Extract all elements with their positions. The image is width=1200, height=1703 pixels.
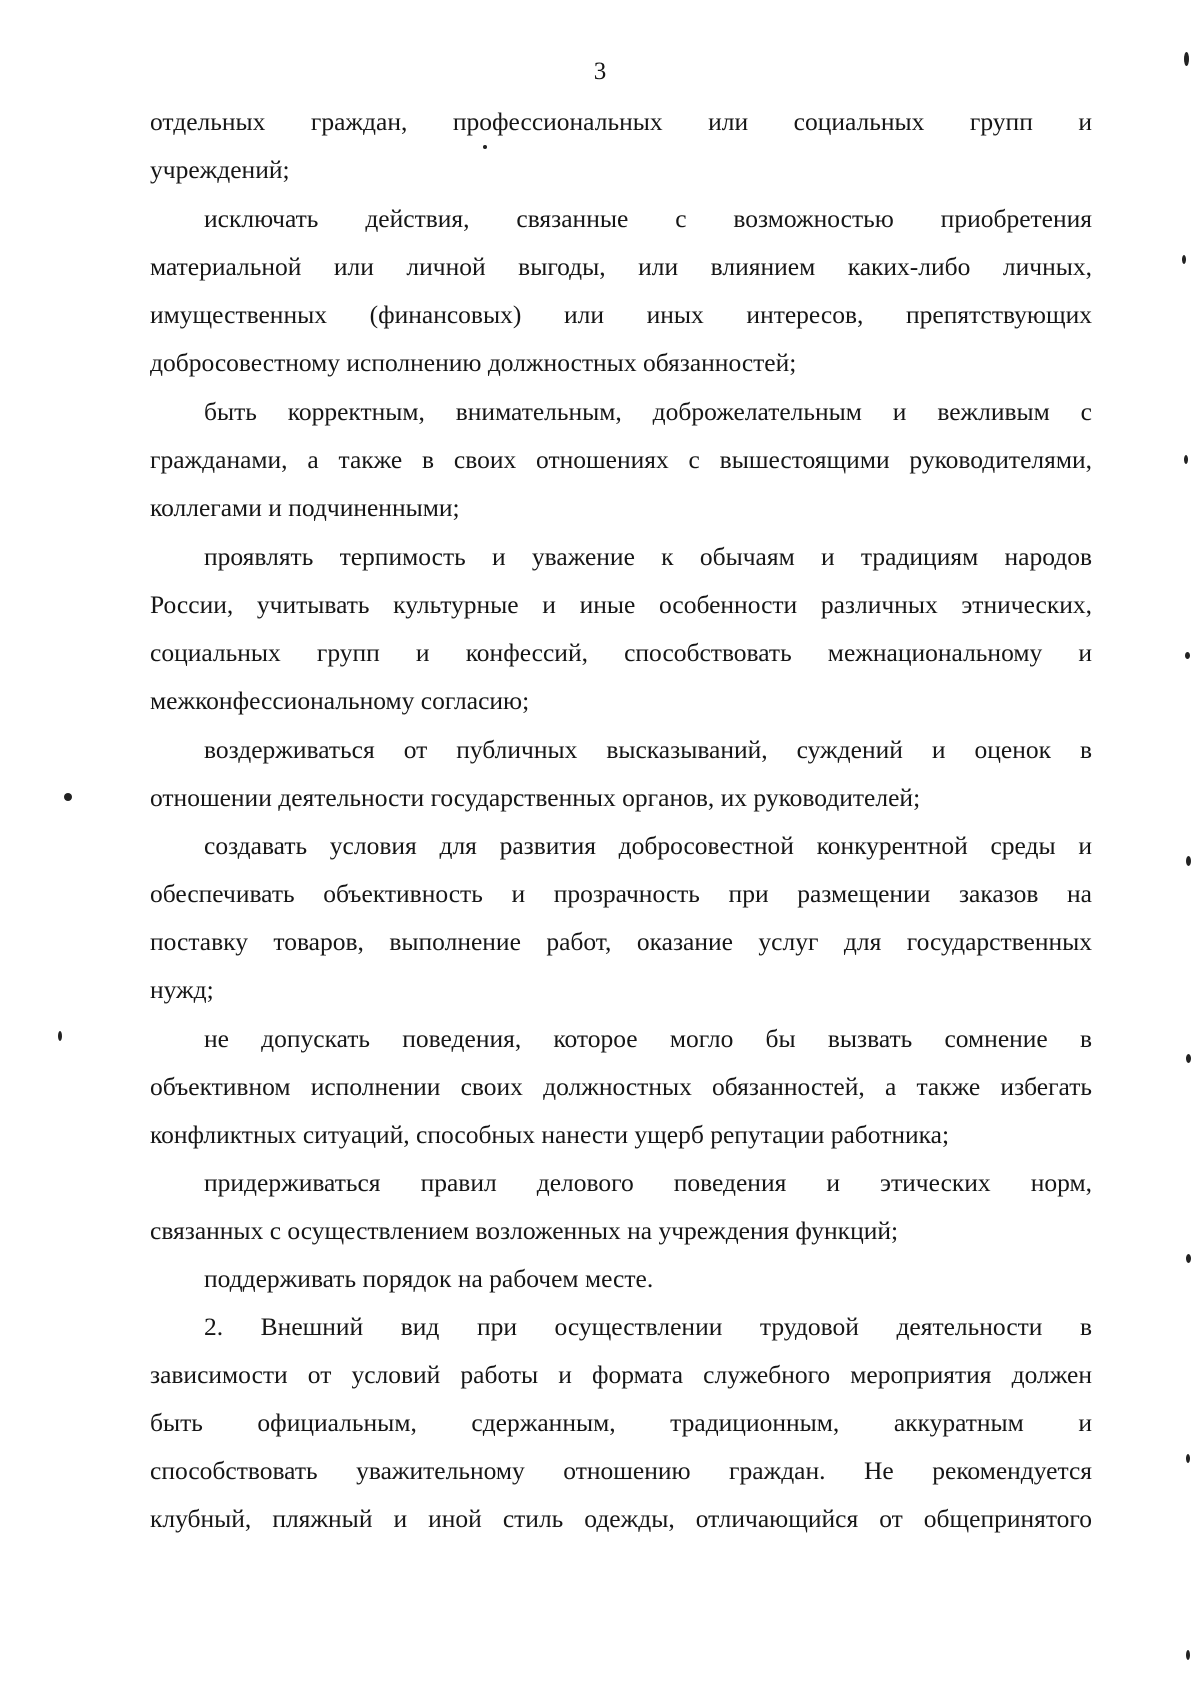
scan-speck — [64, 793, 72, 801]
paragraph-9 — [150, 1255, 1092, 1303]
text-line: гражданами, а также в своих отношениях с вышестоящими руководителями, — [150, 445, 1092, 474]
text-line: России, учитывать культурные и иные особенности различных этнических, — [150, 590, 1092, 619]
text-line: исключать действия, связанные с возможностью приобретения — [204, 204, 1092, 233]
paragraph-5 — [150, 726, 1092, 822]
paragraph-7 — [150, 1015, 1092, 1159]
scan-speck — [1182, 255, 1186, 264]
text-line: добросовестному исполнению должностных обязанностей; — [150, 348, 797, 377]
scan-speck — [1184, 52, 1189, 66]
text-line: учреждений; — [150, 155, 290, 184]
text-line: отдельных граждан, профессиональных или социальных групп и — [150, 107, 1092, 136]
text-line: клубный, пляжный и иной стиль одежды, отличающийся от общепринятого — [150, 1504, 1092, 1533]
text-line: межконфессиональному согласию; — [150, 686, 530, 715]
scan-speck — [1186, 1454, 1190, 1463]
text-line: отношении деятельности государственных органов, их руководителей; — [150, 783, 921, 812]
paragraph-8 — [150, 1159, 1092, 1255]
paragraph-3 — [150, 388, 1092, 532]
text-line: коллегами и подчиненными; — [150, 493, 460, 522]
text-line: обеспечивать объективность и прозрачность при размещении заказов на — [150, 879, 1092, 908]
paragraph-1 — [150, 98, 1092, 194]
paragraph-10 — [150, 1303, 1092, 1543]
text-line: зависимости от условий работы и формата служебного мероприятия должен — [150, 1360, 1092, 1389]
text-line: поддерживать порядок на рабочем месте. — [204, 1264, 654, 1293]
text-line: имущественных (финансовых) или иных интересов, препятствующих — [150, 300, 1092, 329]
text-line: объективном исполнении своих должностных обязанностей, а также избегать — [150, 1072, 1092, 1101]
text-line: способствовать уважительному отношению граждан. Не рекомендуется — [150, 1456, 1092, 1485]
text-line: материальной или личной выгоды, или влиянием каких-либо личных, — [150, 252, 1092, 281]
scan-speck — [1184, 455, 1188, 464]
text-line: поставку товаров, выполнение работ, оказание услуг для государственных — [150, 927, 1092, 956]
text-line: проявлять терпимость и уважение к обычаям и традициям народов — [204, 542, 1092, 571]
scan-speck — [1185, 652, 1190, 659]
text-line: связанных с осуществлением возложенных на учреждения функций; — [150, 1216, 899, 1245]
text-line: воздерживаться от публичных высказываний, суждений и оценок в — [204, 735, 1092, 764]
text-line: конфликтных ситуаций, способных нанести ущерб репутации работника; — [150, 1120, 950, 1149]
text-line: создавать условия для развития добросовестной конкурентной среды и — [204, 831, 1092, 860]
scan-speck — [1186, 1650, 1190, 1660]
text-line: придерживаться правил делового поведения и этических норм, — [204, 1168, 1092, 1197]
paragraph-6 — [150, 822, 1092, 1014]
text-line: нужд; — [150, 975, 214, 1004]
paragraph-4 — [150, 533, 1092, 725]
scan-speck — [1186, 856, 1191, 866]
scan-speck — [483, 145, 487, 149]
text-line: быть официальным, сдержанным, традиционным, аккуратным и — [150, 1408, 1092, 1437]
text-line: не допускать поведения, которое могло бы вызвать сомнение в — [204, 1024, 1092, 1053]
text-line: социальных групп и конфессий, способствовать межнациональному и — [150, 638, 1092, 667]
page-number: 3 — [593, 58, 607, 85]
scan-speck — [1186, 1054, 1191, 1063]
scan-speck — [58, 1031, 62, 1041]
text-line: быть корректным, внимательным, доброжелательным и вежливым с — [204, 397, 1092, 426]
document-body — [150, 98, 1092, 1543]
text-line: 2. Внешний вид при осуществлении трудовой деятельности в — [204, 1312, 1092, 1341]
paragraph-2 — [150, 195, 1092, 387]
scan-speck — [1186, 1254, 1191, 1263]
